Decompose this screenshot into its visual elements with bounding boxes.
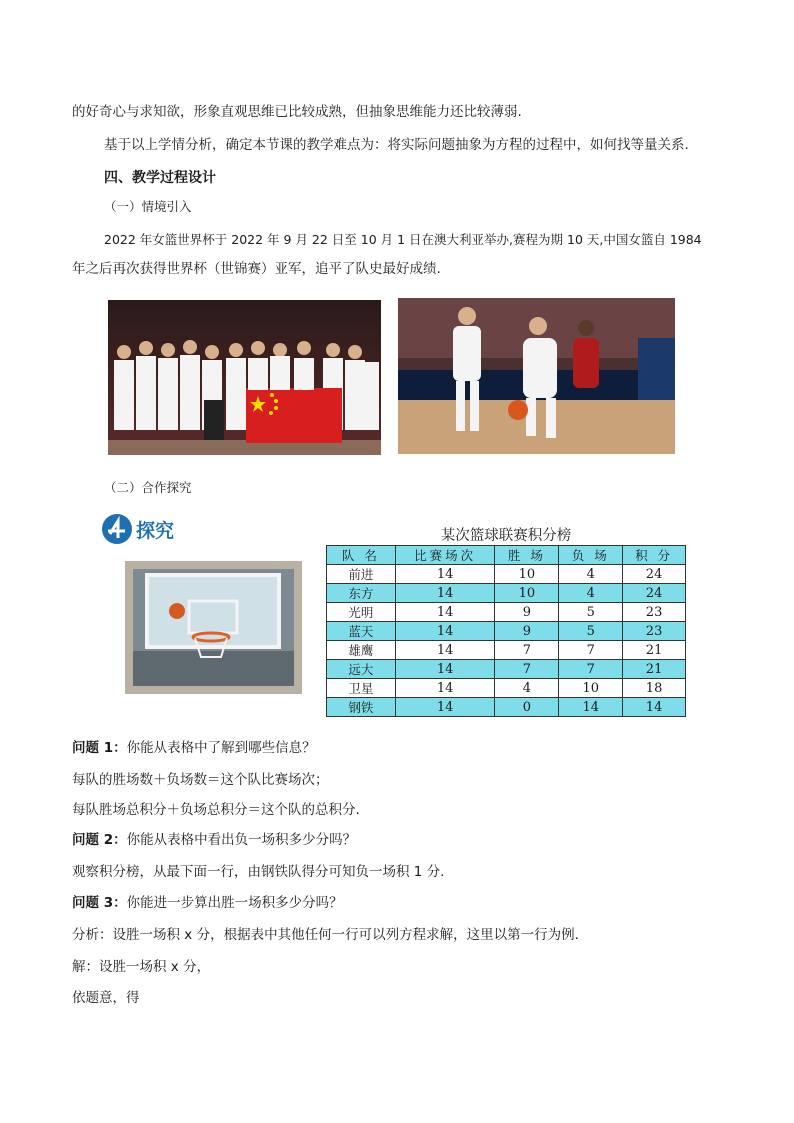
- section-heading: 四、教学过程设计: [104, 170, 216, 186]
- answer-line: 每队的胜场数＋负场数＝这个队比赛场次；: [72, 772, 329, 788]
- games-cell: 14: [395, 622, 495, 641]
- losses-cell: 4: [559, 584, 623, 603]
- header-games: 比赛场次: [395, 546, 495, 565]
- team-name-cell: 光明: [327, 603, 396, 622]
- table-row: [327, 603, 686, 622]
- points-cell: 14: [623, 698, 686, 717]
- games-cell: 14: [395, 698, 495, 717]
- hoop-photo-graphic: [125, 561, 302, 694]
- header-points: 积 分: [623, 546, 686, 565]
- table-row: [327, 565, 686, 584]
- paragraph-line: 年之后再次获得世界杯（世锦赛）亚军，追平了队史最好成绩.: [72, 261, 441, 277]
- sub-heading: （一）情境引入: [104, 199, 192, 214]
- losses-cell: 14: [559, 698, 623, 717]
- paragraph-line: 基于以上学情分析，确定本节课的教学难点为：将实际问题抽象为方程的过程中，如何找等量关系.: [104, 137, 689, 153]
- header-team: 队 名: [327, 546, 396, 565]
- games-cell: 14: [395, 660, 495, 679]
- explore-badge: [100, 512, 196, 546]
- games-cell: 14: [395, 603, 495, 622]
- solution-line: 依题意，得: [72, 990, 140, 1006]
- question-3: [72, 893, 343, 913]
- losses-cell: 5: [559, 603, 623, 622]
- answer-line: 每队胜场总积分＋负场总积分＝这个队的总积分.: [72, 802, 360, 818]
- team-name-cell: 前进: [327, 565, 396, 584]
- header-wins: 胜 场: [495, 546, 559, 565]
- hoop-photo: [125, 561, 302, 694]
- wins-cell: 0: [495, 698, 559, 717]
- sub-heading: （二）合作探究: [104, 480, 192, 495]
- losses-cell: 4: [559, 565, 623, 584]
- games-cell: 14: [395, 679, 495, 698]
- table-row: [327, 698, 686, 717]
- game-photo: [398, 298, 675, 454]
- points-cell: 21: [623, 660, 686, 679]
- points-cell: 18: [623, 679, 686, 698]
- losses-cell: 10: [559, 679, 623, 698]
- question-label: 问题 3：: [72, 895, 127, 911]
- table-row: [327, 584, 686, 603]
- points-cell: 24: [623, 565, 686, 584]
- table-row: [327, 679, 686, 698]
- team-photo: [108, 300, 381, 455]
- losses-cell: 5: [559, 622, 623, 641]
- question-text: 你能进一步算出胜一场积多少分吗？: [126, 895, 343, 911]
- games-cell: 14: [395, 565, 495, 584]
- table-title: 某次篮球联赛积分榜: [440, 528, 572, 544]
- paragraph-line: 的好奇心与求知欲，形象直观思维已比较成熟，但抽象思维能力还比较薄弱.: [72, 104, 522, 120]
- wins-cell: 10: [495, 584, 559, 603]
- wins-cell: 4: [495, 679, 559, 698]
- analysis-line: 分析：设胜一场积 x 分，根据表中其他任何一行可以列方程求解，这里以第一行为例.: [72, 927, 579, 943]
- paragraph-line: 2022 年女篮世界杯于 2022 年 9 月 22 日至 10 月 1 日在澳大利亚举办,赛程为期 10 天,中国女篮自 1984: [104, 232, 702, 247]
- question-1: [72, 738, 316, 758]
- wins-cell: 10: [495, 565, 559, 584]
- points-cell: 24: [623, 584, 686, 603]
- answer-line: 观察积分榜，从最下面一行，由钢铁队得分可知负一场积 1 分.: [72, 864, 445, 880]
- score-table: [326, 545, 686, 717]
- question-2: [72, 830, 356, 850]
- points-cell: 21: [623, 641, 686, 660]
- solution-line: 解：设胜一场积 x 分，: [72, 959, 211, 975]
- team-photo-graphic: [108, 300, 381, 455]
- team-name-cell: 远大: [327, 660, 396, 679]
- games-cell: 14: [395, 641, 495, 660]
- team-name-cell: 卫星: [327, 679, 396, 698]
- question-text: 你能从表格中看出负一场积多少分吗？: [126, 832, 357, 848]
- losses-cell: 7: [559, 641, 623, 660]
- wins-cell: 7: [495, 660, 559, 679]
- points-cell: 23: [623, 603, 686, 622]
- losses-cell: 7: [559, 660, 623, 679]
- wins-cell: 9: [495, 622, 559, 641]
- games-cell: 14: [395, 584, 495, 603]
- game-photo-graphic: [398, 298, 675, 454]
- question-label: 问题 1：: [72, 740, 127, 756]
- question-text: 你能从表格中了解到哪些信息？: [126, 740, 316, 756]
- team-name-cell: 蓝天: [327, 622, 396, 641]
- wins-cell: 9: [495, 603, 559, 622]
- points-cell: 23: [623, 622, 686, 641]
- table-row: [327, 660, 686, 679]
- table-row: [327, 641, 686, 660]
- header-losses: 负 场: [559, 546, 623, 565]
- team-name-cell: 雄鹰: [327, 641, 396, 660]
- wins-cell: 7: [495, 641, 559, 660]
- explore-badge-label: 探究: [136, 520, 175, 542]
- team-name-cell: 钢铁: [327, 698, 396, 717]
- team-name-cell: 东方: [327, 584, 396, 603]
- question-label: 问题 2：: [72, 832, 127, 848]
- table-row: [327, 622, 686, 641]
